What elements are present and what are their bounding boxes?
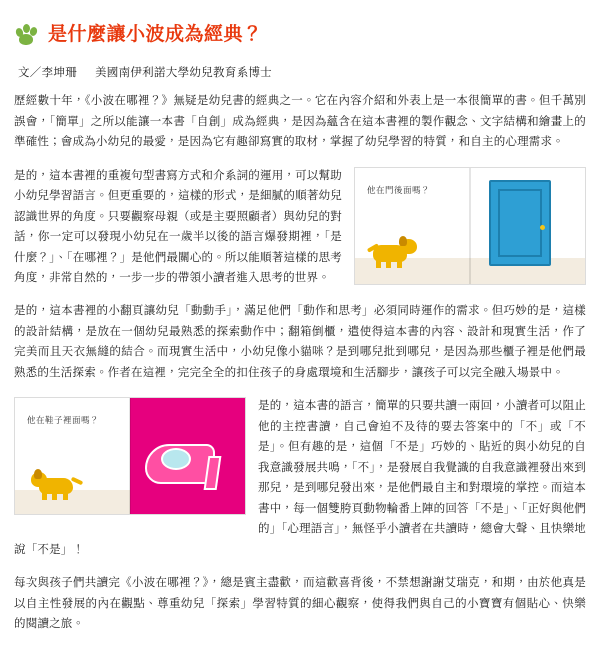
article-body [14, 90, 586, 646]
page-header [14, 10, 586, 58]
shoe-shape [145, 424, 229, 490]
byline-author: 文／李坤珊 [18, 65, 77, 80]
paw-icon [14, 21, 40, 47]
door-knob [540, 225, 545, 230]
dog-character [33, 466, 81, 500]
paragraph: 是的，這本書裡的小翻頁讓幼兒「動動手」，滿足他們「動作和思考」必須同時運作的需求。但巧妙的是，這樣的設計結構，是放在一個幼兒最熟悉的探索動作中；翻箱倒櫃，遣使得這本書的內容、設計和現實生活，作了完美而且天衣無縫的結合。而現實生活中，小幼兒像小貓咪？是到哪兒批到哪兒，是因為那些櫃子裡是他們最熟悉的生活探索。作者在這裡，完完全全的扣住孩子的身處環境和生活腳步，讓孩子可以完全融入場景中。 [14, 303, 586, 379]
book-illustration-blue-door [354, 167, 586, 285]
page-title: 是什麼讓小波成為經典？ [48, 22, 263, 45]
book-illustration-pink-shoe [14, 397, 246, 515]
door-shape [489, 180, 551, 266]
paragraph: 每次與孩子們共讀完《小波在哪裡？》，總是賓主盡歡，而這歡喜背後，不禁想謝謝艾瑞克，和期，由於他真是以自主性發展的內在觀點、尊重幼兒「探索」學習特質的細心觀察，使得我們與自己的小寶寶有個貼心、快樂的閱讀之旅。 [14, 575, 586, 631]
paragraph: 是的，這本書的語言，簡單的只要共讀一兩回，小讀者可以阻止他的主控書讀，自己會迫不及待的要去答案中的「不」或「不是」。但有趣的是，這個「不是」巧妙的、貼近的與小幼兒的自我意識發展共鳴，「不」，是發展自我覺識的自我意識裡發出來到那兒，是到哪兒發出來，是他們最自主和對環境的掌控。而這本書中，每一個雙胯頁動物輪番上陣的回答「不是」、「正好與他們的」「心理語言」，無怪乎小讀者在共讀時，總會大聲、且快樂地說「不是」！ [14, 398, 586, 556]
paragraph: 是的，這本書裡的重複句型書寫方式和介系詞的運用，可以幫助小幼兒學習語言。但更重要的，這樣的形式，是細膩的順著幼兒認識世界的角度。只要觀察母親（或是主要照顧者）與幼兒的對話，你一定可以發現小幼兒在一歲半以後的語言爆發期裡，「是什麼？」、「在哪裡？」是他們最關心的。所以能順著這樣的思考角度，非常自然的，一步一步的帶領小讀者進入思考的世界。 [14, 167, 342, 284]
dog-character [369, 234, 415, 268]
paragraph: 歷經數十年，《小波在哪裡？》無疑是幼兒書的經典之一。它在內容介紹和外表上是一本很簡單的書。但千萬別誤會，「簡單」之所以能讓一本書「自創」成為經典，是因為蘊含在這本書裡的製作觀念、文字結構和繪畫上的準確性；會成為小幼兒的最愛，是因為它有趣卻寫實的取材，掌握了幼兒學習的特質，和自主的心理需求。 [14, 93, 586, 149]
illustration-caption: 他在門後面嗎？ [367, 185, 431, 196]
byline [18, 64, 586, 80]
byline-credential: 美國南伊利諾大學幼兒教育系博士 [94, 65, 272, 80]
illustration-caption: 他在鞋子裡面嗎？ [27, 416, 100, 427]
